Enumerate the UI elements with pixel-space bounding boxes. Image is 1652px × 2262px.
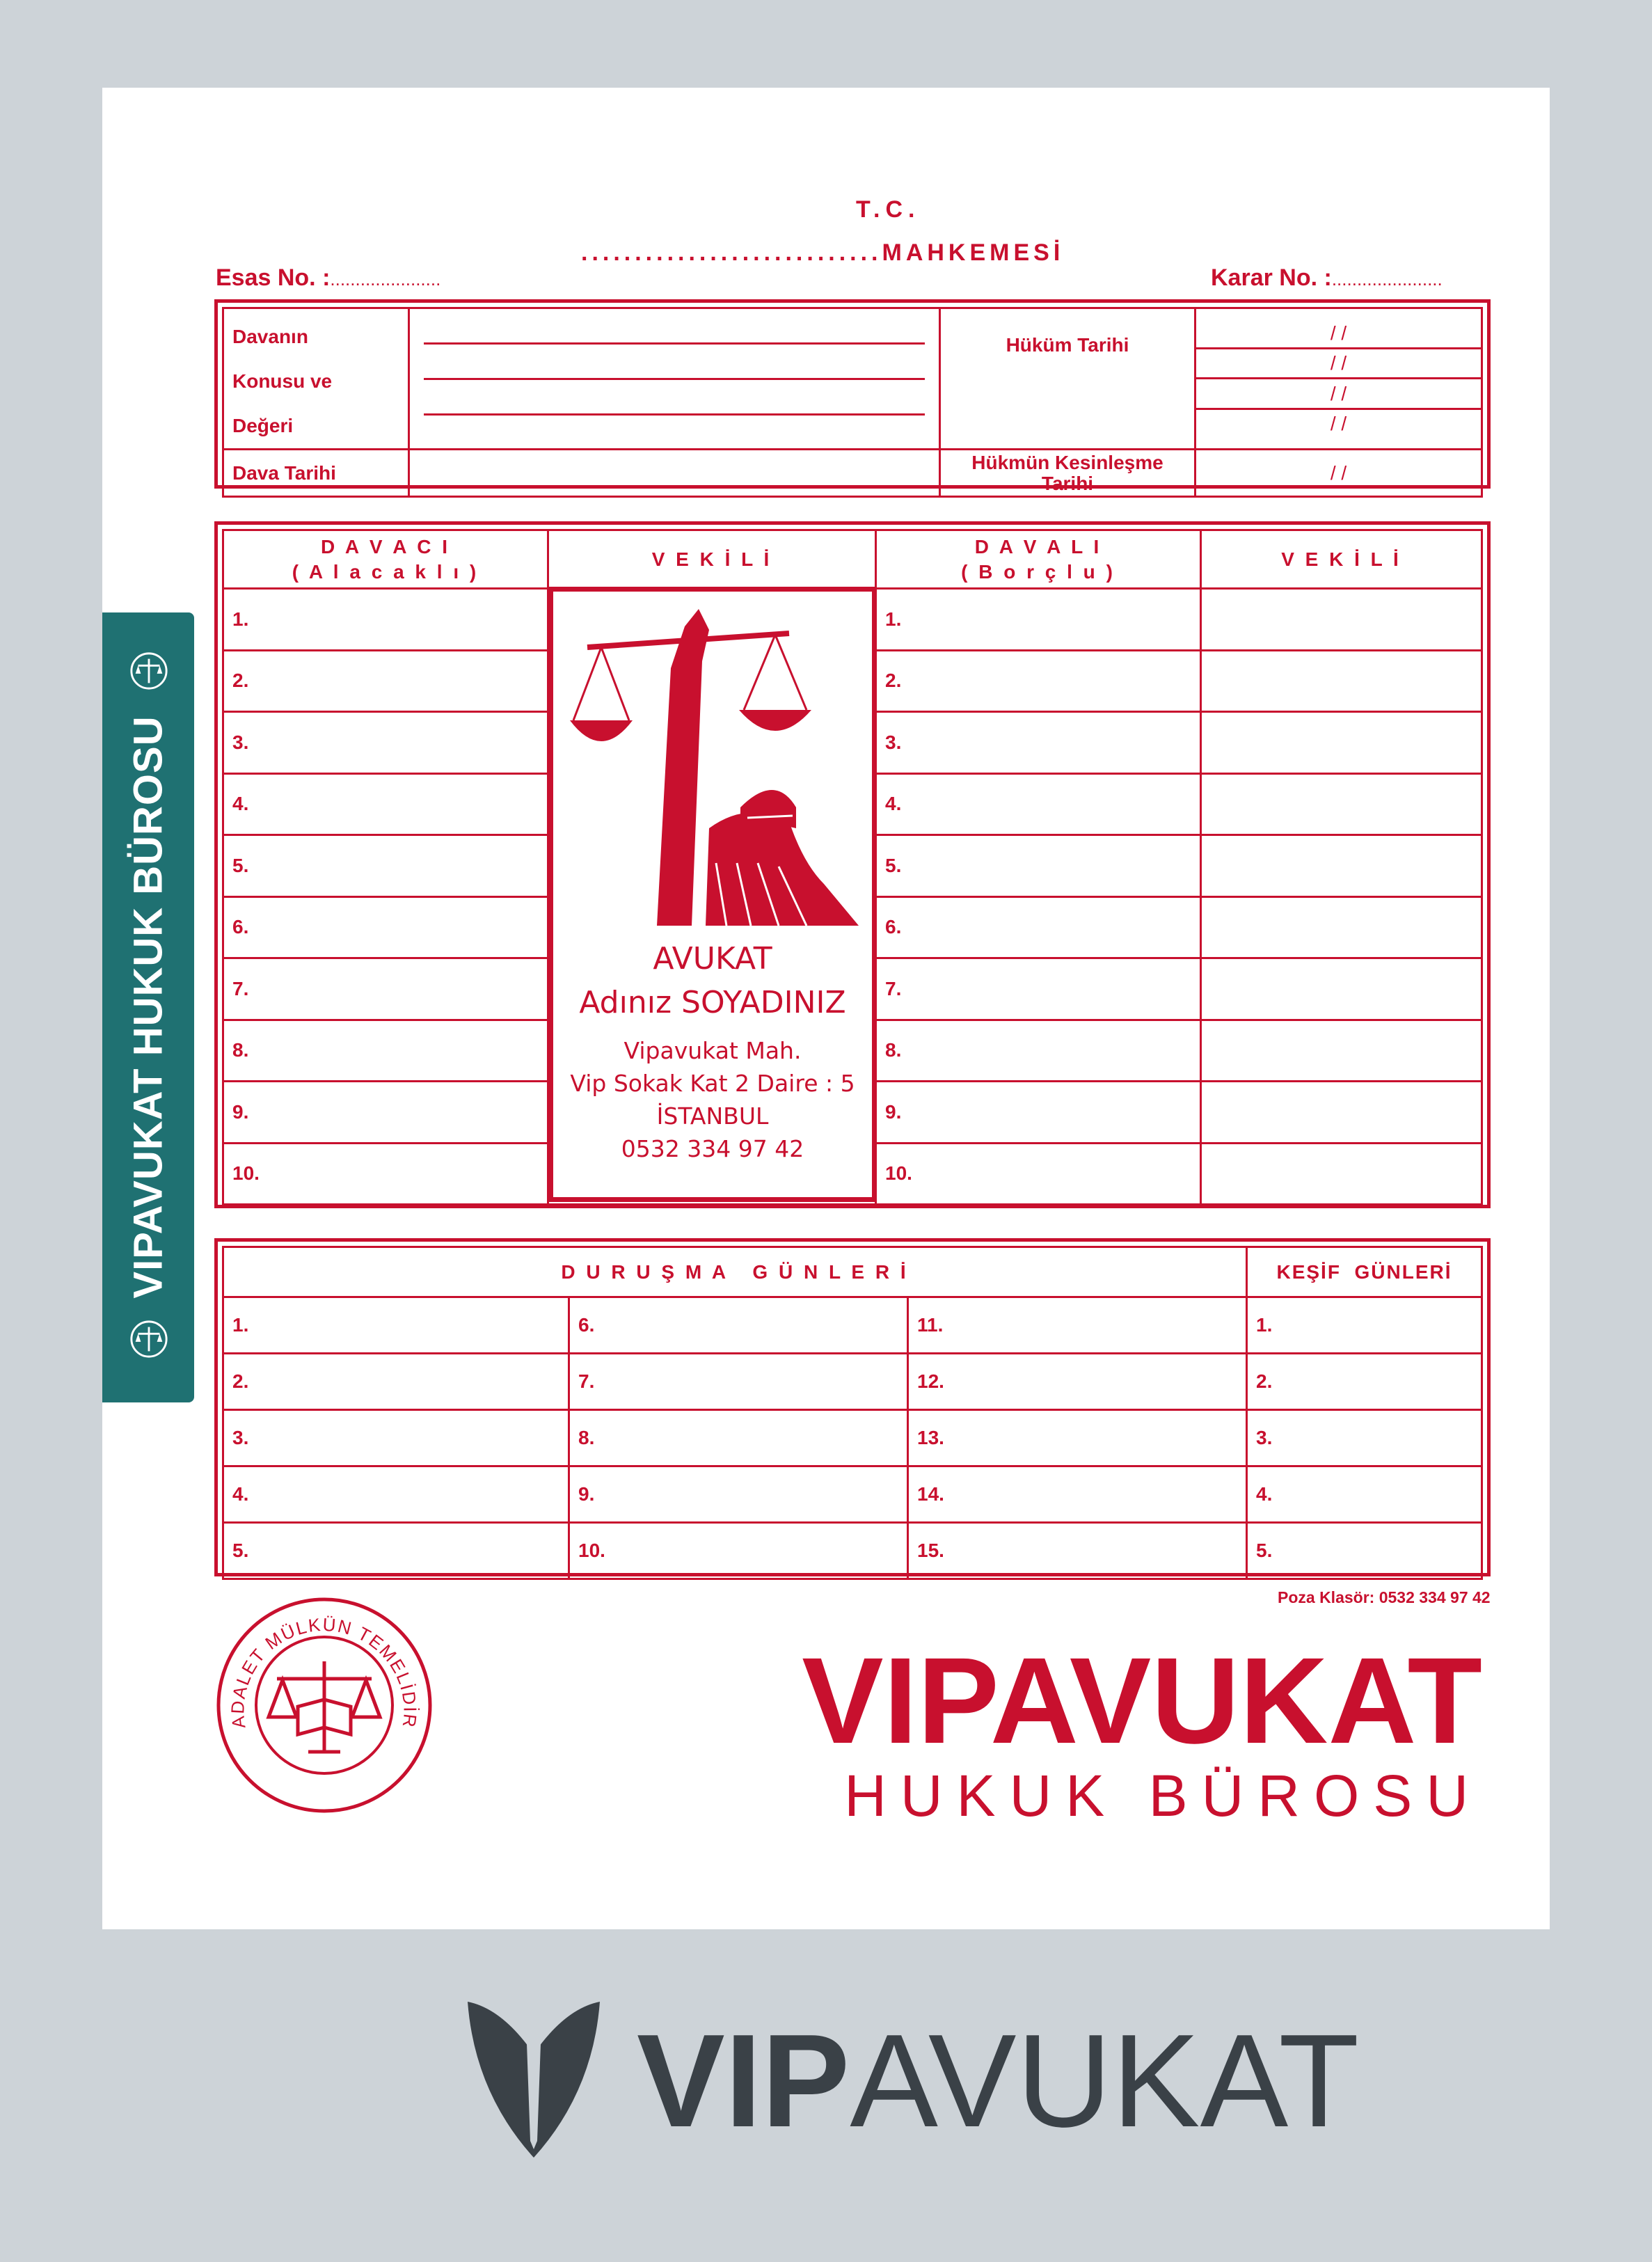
davaci-row-10[interactable]: 10. (223, 1143, 548, 1205)
durusma-day-14[interactable]: 14. (908, 1466, 1247, 1523)
davaci-row-6[interactable]: 6. (223, 896, 548, 958)
tc-heading: T.C. (856, 196, 921, 223)
kesinlesme-label: Hükmün Kesinleşme Tarihi (940, 450, 1196, 497)
logo-light: AVUKAT (850, 2007, 1360, 2155)
court-name-line: ............................MAHKEMESİ (581, 239, 1065, 266)
davali-vekili-row-2[interactable] (1201, 650, 1482, 712)
card-address-2: Vip Sokak Kat 2 Daire : 5 (570, 1070, 855, 1097)
hearing-row (223, 1354, 1482, 1410)
justice-scale-icon (129, 1319, 169, 1359)
davali-vekili-row-6[interactable] (1201, 896, 1482, 958)
hearings-box (214, 1238, 1491, 1576)
vekili-heading: V E K İ L İ (548, 530, 876, 589)
davali-row-2[interactable]: 2. (876, 650, 1201, 712)
davali-vekili-row-5[interactable] (1201, 835, 1482, 897)
karar-no-field[interactable]: ...................... (1331, 269, 1443, 290)
seal-text: ADALET MÜLKÜN TEMELİDİR (227, 1613, 421, 1730)
davanin-label: Davanın (232, 326, 308, 347)
davali-subheading: ( B o r ç l u ) (961, 560, 1115, 583)
davaci-heading: D A V A C I (320, 535, 451, 557)
card-city: İSTANBUL (656, 1102, 769, 1130)
davali-vekili-row-1[interactable] (1201, 589, 1482, 651)
hukum-date-3[interactable]: / / (1196, 379, 1481, 409)
subject-line-3[interactable] (424, 413, 925, 416)
brand-title: VIPAVUKAT (802, 1633, 1482, 1769)
davali-row-1[interactable]: 1. (876, 589, 1201, 651)
davali-row-7[interactable]: 7. (876, 958, 1201, 1020)
hearing-row (223, 1466, 1482, 1523)
lady-justice-icon (559, 599, 866, 926)
davaci-row-5[interactable]: 5. (223, 835, 548, 897)
durusma-day-6[interactable]: 6. (569, 1297, 908, 1354)
konusu-label: Konusu ve (232, 370, 333, 392)
kesif-day-3[interactable]: 3. (1247, 1410, 1482, 1466)
davali-heading: D A V A L I (974, 535, 1102, 557)
logo-bold: VIP (637, 2007, 850, 2155)
davaci-row-1[interactable]: 1. (223, 589, 548, 651)
davaci-row-9[interactable]: 9. (223, 1082, 548, 1144)
durusma-day-3[interactable]: 3. (223, 1410, 569, 1466)
hearing-row (223, 1523, 1482, 1579)
durusma-day-10[interactable]: 10. (569, 1523, 908, 1579)
davali-row-10[interactable]: 10. (876, 1143, 1201, 1205)
davaci-row-7[interactable]: 7. (223, 958, 548, 1020)
esas-no (216, 264, 440, 292)
card-name: Adınız SOYADINIZ (579, 985, 846, 1020)
davali-row-9[interactable]: 9. (876, 1082, 1201, 1144)
dava-tarihi-label: Dava Tarihi (223, 450, 409, 497)
hukum-date-4[interactable]: / / (1330, 412, 1347, 434)
durusma-day-11[interactable]: 11. (908, 1297, 1247, 1354)
davaci-row-3[interactable]: 3. (223, 712, 548, 774)
kesif-day-5[interactable]: 5. (1247, 1523, 1482, 1579)
case-info-box (214, 299, 1491, 494)
davali-vekili-row-9[interactable] (1201, 1082, 1482, 1144)
hearing-row (223, 1297, 1482, 1354)
durusma-day-8[interactable]: 8. (569, 1410, 908, 1466)
davali-row-6[interactable]: 6. (876, 896, 1201, 958)
durusma-day-2[interactable]: 2. (223, 1354, 569, 1410)
side-tab (102, 612, 194, 1402)
durusma-day-9[interactable]: 9. (569, 1466, 908, 1523)
hukum-tarihi-label: Hüküm Tarihi (940, 308, 1196, 450)
davali-row-4[interactable]: 4. (876, 773, 1201, 835)
davali-vekili-row-3[interactable] (1201, 712, 1482, 774)
subject-line-2[interactable] (424, 378, 925, 380)
davali-vekili-row-7[interactable] (1201, 958, 1482, 1020)
davali-row-5[interactable]: 5. (876, 835, 1201, 897)
side-tab-label: VIPAVUKAT HUKUK BÜROSU (125, 715, 171, 1299)
davaci-subheading: ( A l a c a k l ı ) (292, 560, 479, 583)
durusma-day-1[interactable]: 1. (223, 1297, 569, 1354)
hearing-row (223, 1410, 1482, 1466)
karar-no-label: Karar No. : (1211, 264, 1332, 291)
davaci-row-4[interactable]: 4. (223, 773, 548, 835)
card-address-1: Vipavukat Mah. (624, 1037, 802, 1064)
lawyer-card (548, 587, 877, 1202)
dava-tarihi-field[interactable] (409, 450, 940, 497)
vipavukat-logo-text (637, 2007, 1360, 2155)
davaci-row-8[interactable]: 8. (223, 1020, 548, 1082)
durusma-day-13[interactable]: 13. (908, 1410, 1247, 1466)
davali-vekili-row-4[interactable] (1201, 773, 1482, 835)
durusma-heading: D U R U Ş M A G Ü N L E R İ (223, 1247, 1247, 1297)
davali-vekili-row-8[interactable] (1201, 1020, 1482, 1082)
davaci-row-2[interactable]: 2. (223, 650, 548, 712)
kesif-day-4[interactable]: 4. (1247, 1466, 1482, 1523)
hukum-date-1[interactable]: / / (1196, 319, 1481, 349)
hukum-date-2[interactable]: / / (1196, 349, 1481, 379)
davali-row-8[interactable]: 8. (876, 1020, 1201, 1082)
kesinlesme-date[interactable]: / / (1196, 450, 1482, 497)
kesif-heading: KEŞİF GÜNLERİ (1247, 1247, 1482, 1297)
kesif-day-2[interactable]: 2. (1247, 1354, 1482, 1410)
durusma-day-12[interactable]: 12. (908, 1354, 1247, 1410)
justice-scale-icon (129, 651, 169, 691)
poza-contact: Poza Klasör: 0532 334 97 42 (1278, 1588, 1491, 1606)
durusma-day-7[interactable]: 7. (569, 1354, 908, 1410)
seal-logo (214, 1595, 434, 1815)
degeri-label: Değeri (232, 415, 294, 436)
davali-row-3[interactable]: 3. (876, 712, 1201, 774)
kesif-day-1[interactable]: 1. (1247, 1297, 1482, 1354)
esas-no-label: Esas No. : (216, 264, 331, 291)
karar-no (1211, 264, 1443, 292)
davali-vekili-row-10[interactable] (1201, 1143, 1482, 1205)
vekili-heading-2: V E K İ L İ (1201, 530, 1482, 589)
durusma-day-4[interactable]: 4. (223, 1466, 569, 1523)
brand-subtitle: HUKUK BÜROSU (844, 1763, 1482, 1828)
card-phone: 0532 334 97 42 (621, 1135, 804, 1162)
card-title: AVUKAT (653, 941, 772, 976)
subject-line-1[interactable] (424, 342, 925, 345)
vipavukat-logo-icon (468, 2002, 600, 2158)
durusma-day-5[interactable]: 5. (223, 1523, 569, 1579)
esas-no-field[interactable]: ...................... (330, 269, 441, 290)
durusma-day-15[interactable]: 15. (908, 1523, 1247, 1579)
